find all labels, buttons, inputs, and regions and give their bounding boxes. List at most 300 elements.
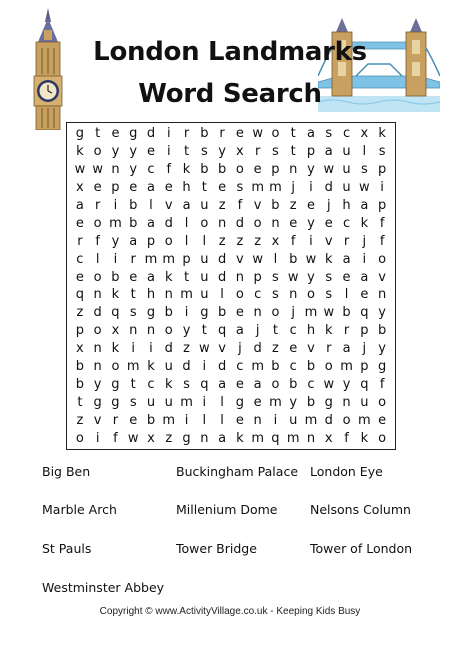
grid-letter: k <box>182 162 191 178</box>
grid-letter: b <box>75 376 85 392</box>
grid-letter: o <box>200 215 209 231</box>
grid-letter: w <box>74 162 86 178</box>
grid-letter: s <box>236 180 244 196</box>
grid-letter: u <box>164 358 173 374</box>
grid-letter: a <box>253 376 262 392</box>
grid-letter: n <box>146 323 156 339</box>
grid-letter: f <box>379 233 385 249</box>
grid-letter: n <box>342 394 351 410</box>
grid-letter: l <box>344 287 349 303</box>
grid-letter: u <box>289 412 298 428</box>
grid-letter: r <box>343 233 350 249</box>
grid-letter: i <box>113 197 118 213</box>
grid-letter: o <box>271 305 280 321</box>
grid-letter: e <box>235 412 244 428</box>
grid-letter: z <box>165 430 173 446</box>
grid-letter: v <box>164 197 173 213</box>
grid-letter: r <box>219 126 225 142</box>
grid-letter: w <box>92 162 103 178</box>
grid-letter: y <box>307 215 315 231</box>
grid-letter: m <box>180 287 193 303</box>
grid-letter: a <box>218 430 227 446</box>
grid-letter: z <box>254 233 262 249</box>
grid-letter: r <box>112 412 119 428</box>
grid-letter: u <box>342 162 351 178</box>
grid-letter: i <box>380 180 384 196</box>
grid-letter: q <box>360 376 369 392</box>
grid-letter: i <box>309 180 313 196</box>
grid-letter: q <box>75 287 85 303</box>
grid-letter: w <box>252 126 263 142</box>
grid-letter: g <box>377 358 387 374</box>
grid-letter: t <box>290 126 296 142</box>
grid-letter: p <box>271 162 280 178</box>
grid-letter: r <box>254 144 261 160</box>
grid-letter: a <box>147 180 155 196</box>
grid-letter: g <box>93 394 102 410</box>
grid-letter: e <box>253 162 262 178</box>
grid-letter: j <box>326 197 331 213</box>
grid-letter: w <box>323 162 335 178</box>
grid-letter: e <box>75 215 84 231</box>
grid-letter: d <box>235 215 245 231</box>
word-item: Millenium Dome <box>176 502 278 517</box>
grid-letter: i <box>184 305 189 321</box>
big-ben-icon <box>26 8 70 130</box>
grid-letter: j <box>255 323 260 339</box>
grid-letter: b <box>164 305 173 321</box>
grid-letter: l <box>202 233 207 249</box>
grid-letter: x <box>236 144 244 160</box>
grid-letter: y <box>111 233 120 249</box>
grid-letter: b <box>342 305 351 321</box>
grid-letter: w <box>199 341 210 357</box>
grid-letter: b <box>217 162 227 178</box>
grid-letter: a <box>307 126 315 142</box>
grid-letter: j <box>291 305 296 321</box>
grid-letter: o <box>111 358 120 374</box>
grid-letter: p <box>360 358 369 374</box>
grid-letter: u <box>200 197 209 213</box>
grid-letter: b <box>129 215 138 231</box>
grid-letter: y <box>378 305 386 321</box>
word-item: Nelsons Column <box>310 502 411 517</box>
grid-letter: u <box>200 269 209 285</box>
grid-letter: m <box>144 251 158 267</box>
grid-letter: o <box>253 215 262 231</box>
grid-letter: n <box>235 269 244 285</box>
grid-letter: g <box>146 305 156 321</box>
grid-letter: u <box>342 180 351 196</box>
grid-letter: k <box>378 126 386 142</box>
word-list <box>42 458 442 608</box>
grid-letter: g <box>324 394 333 410</box>
grid-letter: y <box>289 394 298 410</box>
grid-letter: o <box>271 126 280 142</box>
grid-letter: x <box>76 341 84 357</box>
grid-letter: k <box>111 341 120 357</box>
grid-letter: f <box>237 197 243 213</box>
grid-letter: p <box>253 269 262 285</box>
grid-letter: y <box>218 144 226 160</box>
grid-letter: b <box>377 323 387 339</box>
grid-letter: u <box>146 394 156 410</box>
grid-letter: i <box>309 233 313 249</box>
grid-letter: a <box>75 197 84 213</box>
grid-letter: d <box>182 358 191 374</box>
grid-letter: a <box>182 197 191 213</box>
grid-letter: t <box>272 323 278 339</box>
grid-letter: p <box>182 251 191 267</box>
grid-letter: b <box>289 376 298 392</box>
grid-letter: n <box>93 341 102 357</box>
grid-letter: u <box>342 144 351 160</box>
grid-letter: u <box>200 251 209 267</box>
grid-letter: i <box>202 394 207 410</box>
grid-letter: d <box>217 269 227 285</box>
grid-letter: e <box>218 180 227 196</box>
grid-letter: s <box>325 269 333 285</box>
grid-letter: c <box>307 376 315 392</box>
grid-letter: t <box>183 144 190 160</box>
grid-letter: b <box>146 412 156 428</box>
grid-letter: a <box>218 376 227 392</box>
grid-letter: p <box>111 180 120 196</box>
grid-letter: i <box>113 251 118 267</box>
grid-letter: c <box>147 162 155 178</box>
word-item: Westminster Abbey <box>42 580 165 595</box>
grid-letter: t <box>130 376 136 392</box>
grid-letter: t <box>201 180 207 196</box>
grid-letter: v <box>236 251 244 267</box>
grid-letter: m <box>162 251 176 267</box>
grid-letter: e <box>342 269 351 285</box>
grid-letter: e <box>75 269 84 285</box>
grid-letter: k <box>325 323 333 339</box>
grid-letter: r <box>326 341 332 357</box>
grid-letter: y <box>307 162 315 178</box>
grid-letter: n <box>253 412 262 428</box>
grid-letter: l <box>362 144 367 160</box>
grid-letter: u <box>200 287 209 303</box>
grid-letter: a <box>129 233 138 249</box>
grid-letter: b <box>306 358 316 374</box>
grid-letter: e <box>324 215 333 231</box>
word-item: Tower of London <box>310 541 413 556</box>
grid-letter: t <box>183 269 190 285</box>
grid-letter: a <box>324 144 333 160</box>
grid-letter: v <box>218 341 226 357</box>
grid-letter: u <box>164 394 173 410</box>
grid-letter: b <box>217 305 227 321</box>
grid-letter: k <box>236 430 244 446</box>
grid-letter: n <box>306 430 316 446</box>
grid-letter: r <box>343 323 350 339</box>
grid-letter: w <box>287 269 299 285</box>
grid-letter: n <box>377 287 387 303</box>
grid-letter: e <box>93 180 102 196</box>
grid-letter: w <box>323 305 335 321</box>
grid-letter: o <box>235 162 244 178</box>
grid-letter: h <box>146 287 156 303</box>
grid-letter: i <box>202 358 207 374</box>
grid-letter: j <box>291 180 296 196</box>
page-title: London Landmarks <box>93 37 367 67</box>
grid-letter: d <box>164 341 173 357</box>
grid-letter: o <box>164 233 173 249</box>
grid-letter: i <box>184 412 189 428</box>
grid-letter: v <box>253 197 262 213</box>
grid-letter: s <box>183 376 190 392</box>
grid-letter: e <box>360 287 369 303</box>
word-item: Buckingham Palace <box>176 464 299 479</box>
grid-letter: r <box>130 251 136 267</box>
grid-letter: b <box>129 197 138 213</box>
grid-letter: f <box>344 430 349 446</box>
grid-letter: e <box>289 341 298 357</box>
grid-letter: e <box>235 126 244 142</box>
grid-letter: d <box>324 412 333 428</box>
grid-letter: m <box>251 180 264 196</box>
grid-letter: s <box>272 269 279 285</box>
grid-letter: s <box>378 144 386 160</box>
grid-letter: f <box>290 233 296 249</box>
grid-letter: m <box>269 394 282 410</box>
grid-letter: w <box>305 251 317 267</box>
grid-letter: n <box>93 358 102 374</box>
grid-letter: f <box>95 233 100 249</box>
grid-letter: f <box>166 162 172 178</box>
grid-letter: a <box>342 251 351 267</box>
grid-letter: l <box>184 215 189 231</box>
grid-letter: o <box>324 358 333 374</box>
grid-letter: b <box>306 394 316 410</box>
grid-letter: r <box>94 197 101 213</box>
grid-letter: p <box>306 144 316 160</box>
grid-letter: g <box>200 305 209 321</box>
grid-letter: u <box>360 394 369 410</box>
grid-letter: e <box>164 180 173 196</box>
grid-letter: p <box>377 162 387 178</box>
grid-letter: g <box>111 394 120 410</box>
grid-letter: b <box>271 358 280 374</box>
grid-letter: p <box>360 323 369 339</box>
grid-letter: l <box>273 251 278 267</box>
grid-letter: j <box>238 341 242 357</box>
grid-letter: z <box>76 305 84 321</box>
grid-letter: z <box>218 197 226 213</box>
grid-letter: e <box>235 376 244 392</box>
grid-letter: s <box>272 144 279 160</box>
grid-letter: i <box>362 251 367 267</box>
grid-letter: z <box>76 412 84 428</box>
grid-letter: m <box>251 358 264 374</box>
grid-letter: o <box>93 269 102 285</box>
grid-letter: d <box>217 358 227 374</box>
grid-letter: t <box>201 323 207 339</box>
grid-letter: m <box>126 358 140 374</box>
grid-letter: c <box>236 358 244 374</box>
copyright-footer: Copyright © www.ActivityVillage.co.uk - Keeping Kids Busy <box>99 606 361 617</box>
grid-letter: q <box>200 376 209 392</box>
grid-letter: o <box>271 376 280 392</box>
grid-letter: o <box>235 287 244 303</box>
grid-letter: f <box>113 430 118 446</box>
grid-letter: p <box>377 197 387 213</box>
grid-letter: t <box>95 126 101 142</box>
grid-letter: k <box>165 376 173 392</box>
grid-letter: g <box>235 394 245 410</box>
grid-letter: n <box>200 430 209 446</box>
grid-letter: n <box>93 287 102 303</box>
grid-letter: k <box>147 358 155 374</box>
grid-letter: p <box>75 323 85 339</box>
grid-letter: g <box>182 430 191 446</box>
grid-letter: m <box>162 412 176 428</box>
grid-letter: o <box>75 430 84 446</box>
grid-letter: q <box>111 305 120 321</box>
grid-letter: l <box>95 251 100 267</box>
grid-letter: d <box>253 341 262 357</box>
grid-letter: i <box>273 412 278 428</box>
grid-letter: m <box>340 358 353 374</box>
grid-letter: c <box>342 126 351 142</box>
page-subtitle: Word Search <box>138 79 322 109</box>
grid-letter: l <box>149 197 153 213</box>
grid-letter: e <box>129 412 138 428</box>
grid-letter: c <box>342 215 351 231</box>
word-item: Big Ben <box>42 464 91 479</box>
grid-letter: w <box>359 180 370 196</box>
grid-letter: y <box>182 323 191 339</box>
grid-letter: o <box>93 144 102 160</box>
grid-letter: g <box>75 126 85 142</box>
word-item: Marble Arch <box>42 502 117 517</box>
grid-letter: b <box>75 358 85 374</box>
grid-letter: x <box>76 180 84 196</box>
grid-letter: z <box>272 341 279 357</box>
grid-letter: y <box>111 144 120 160</box>
grid-letter: v <box>324 233 333 249</box>
grid-letter: o <box>378 251 387 267</box>
grid-letter: a <box>360 197 369 213</box>
grid-letter: s <box>129 305 137 321</box>
grid-letter: d <box>324 180 333 196</box>
grid-letter: k <box>111 287 120 303</box>
grid-letter: r <box>183 126 190 142</box>
grid-letter: x <box>271 233 280 249</box>
grid-letter: l <box>184 233 189 249</box>
grid-letter: e <box>289 215 298 231</box>
grid-letter: v <box>93 412 102 428</box>
word-search-grid <box>66 122 396 450</box>
grid-letter: e <box>235 305 244 321</box>
grid-letter: c <box>147 376 155 392</box>
grid-letter: j <box>362 233 367 249</box>
grid-letter: k <box>360 215 369 231</box>
grid-letter: s <box>325 126 333 142</box>
grid-letter: l <box>220 412 224 428</box>
grid-letter: w <box>127 430 139 446</box>
grid-letter: c <box>289 358 297 374</box>
grid-letter: c <box>289 323 297 339</box>
grid-letter: a <box>235 323 244 339</box>
grid-letter: d <box>217 251 227 267</box>
grid-letter: s <box>272 287 279 303</box>
grid-letter: x <box>360 126 369 142</box>
grid-letter: n <box>253 305 262 321</box>
grid-letter: e <box>378 412 387 428</box>
grid-letter: e <box>306 197 315 213</box>
grid-letter: v <box>307 341 315 357</box>
grid-letter: n <box>164 287 173 303</box>
grid-letter: m <box>357 412 371 428</box>
grid-letter: m <box>286 430 300 446</box>
grid-letter: b <box>271 197 280 213</box>
grid-letter: t <box>77 394 83 410</box>
grid-letter: y <box>378 341 386 357</box>
grid-letter: y <box>129 144 138 160</box>
word-item: London Eye <box>310 464 383 479</box>
grid-letter: y <box>342 376 351 392</box>
grid-letter: j <box>362 341 367 357</box>
grid-letter: x <box>111 323 120 339</box>
grid-letter: o <box>342 412 351 428</box>
grid-letter: o <box>378 394 387 410</box>
grid-letter: n <box>129 323 138 339</box>
grid-letter: d <box>164 215 173 231</box>
grid-letter: e <box>253 394 262 410</box>
grid-letter: b <box>200 162 209 178</box>
grid-letter: z <box>289 197 297 213</box>
grid-letter: o <box>164 323 173 339</box>
grid-letter: c <box>76 251 84 267</box>
grid-letter: s <box>200 144 208 160</box>
grid-letter: n <box>271 215 280 231</box>
grid-letter: m <box>304 305 318 321</box>
grid-letter: i <box>95 430 100 446</box>
grid-letter: k <box>165 269 173 285</box>
grid-letter: q <box>360 305 369 321</box>
grid-letter: e <box>129 269 138 285</box>
grid-letter: o <box>378 430 387 446</box>
grid-letter: s <box>360 162 368 178</box>
grid-letter: x <box>324 430 333 446</box>
grid-letter: e <box>129 180 138 196</box>
grid-letter: e <box>146 144 155 160</box>
grid-letter: g <box>111 376 120 392</box>
grid-letter: h <box>342 197 351 213</box>
grid-letter: a <box>147 269 155 285</box>
grid-letter: s <box>325 287 333 303</box>
grid-letter: b <box>111 269 120 285</box>
grid-letter: b <box>200 126 209 142</box>
grid-letter: n <box>217 215 227 231</box>
grid-letter: a <box>360 269 369 285</box>
grid-letter: m <box>251 430 264 446</box>
grid-letter: e <box>111 126 120 142</box>
grid-letter: m <box>304 412 318 428</box>
grid-letter: f <box>379 215 385 231</box>
grid-letter: z <box>236 233 244 249</box>
grid-letter: n <box>289 162 298 178</box>
grid-letter: o <box>93 323 102 339</box>
grid-letter: y <box>93 376 102 392</box>
grid-letter: f <box>379 376 385 392</box>
grid-letter: k <box>360 430 369 446</box>
grid-letter: m <box>269 180 282 196</box>
grid-letter: i <box>166 144 171 160</box>
